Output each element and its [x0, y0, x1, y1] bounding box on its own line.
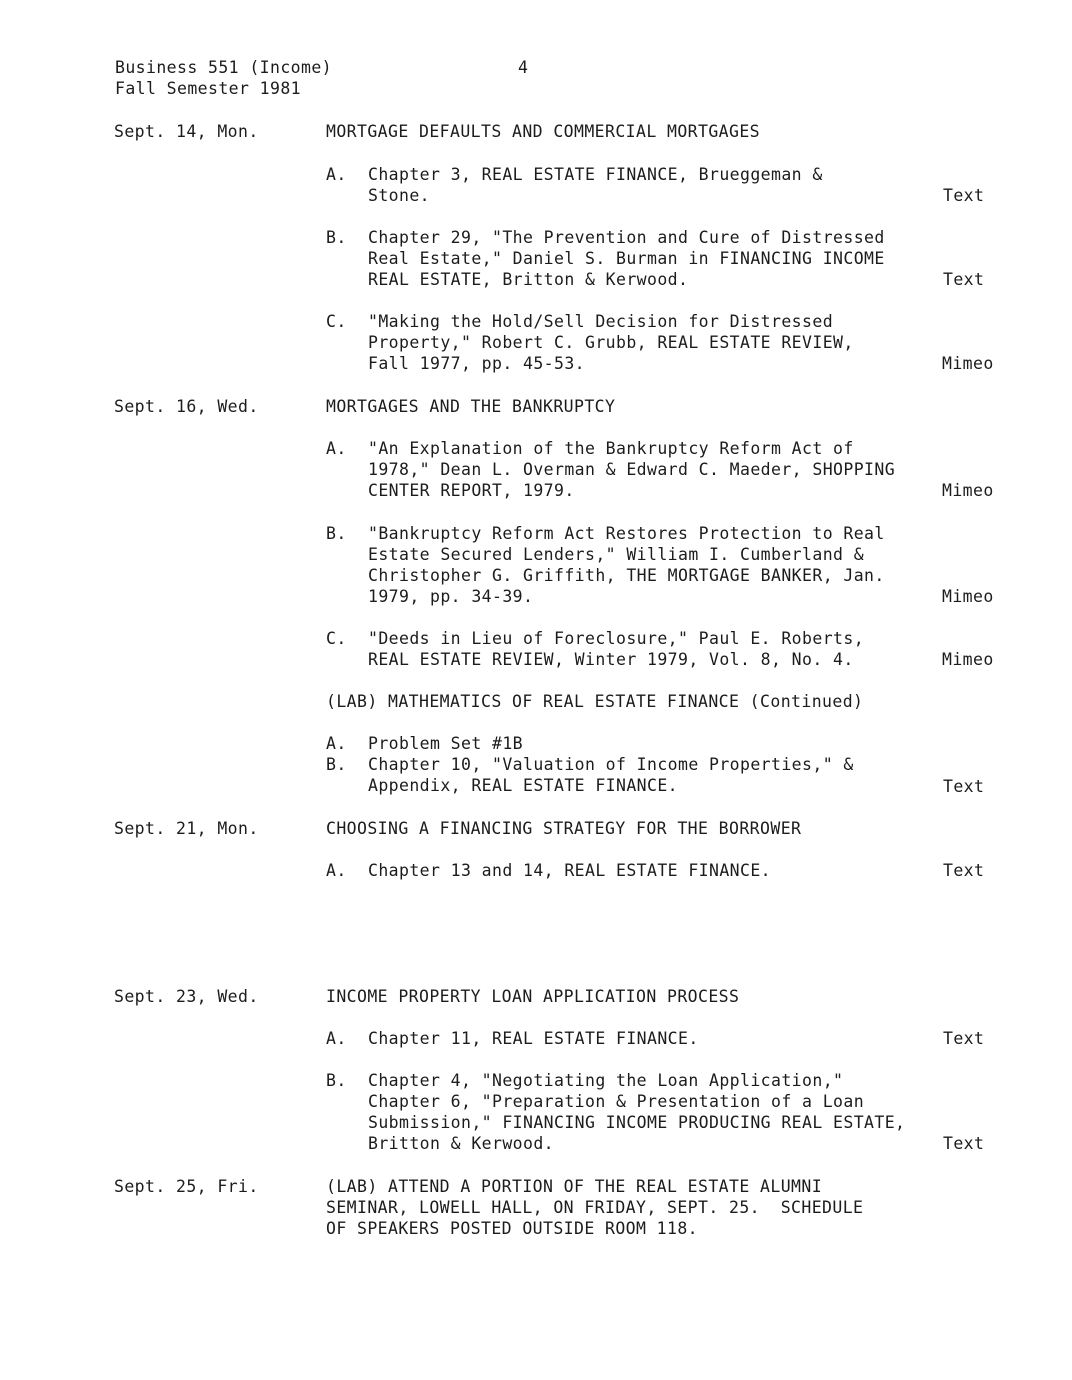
item-letter: C. — [326, 629, 347, 648]
item-letter: A. — [326, 1029, 347, 1048]
item-line: Chapter 11, REAL ESTATE FINANCE. — [368, 1029, 699, 1048]
session-date: Sept. 21, Mon. — [114, 819, 259, 838]
item-letter: B. — [326, 228, 347, 247]
item-source: Text — [943, 1029, 985, 1048]
item-line: Christopher G. Griffith, THE MORTGAGE BANKER, Jan. — [368, 566, 885, 585]
item-source: Text — [943, 1134, 985, 1153]
item-letter: A. — [326, 861, 347, 880]
item-line: CENTER REPORT, 1979. — [368, 481, 575, 500]
item-source: Mimeo — [942, 587, 994, 606]
item-line: REAL ESTATE REVIEW, Winter 1979, Vol. 8, No. 4. — [368, 650, 854, 669]
item-line: Chapter 6, "Preparation & Presentation of a Loan — [368, 1092, 865, 1111]
item-line: Chapter 3, REAL ESTATE FINANCE, Brueggeman & — [368, 165, 823, 184]
item-line: Chapter 13 and 14, REAL ESTATE FINANCE. — [368, 861, 772, 880]
item-line: Chapter 4, "Negotiating the Loan Application," — [368, 1071, 844, 1090]
page-number: 4 — [518, 58, 529, 77]
lab-topic-line: (LAB) ATTEND A PORTION OF THE REAL ESTATE ALUMNI — [326, 1177, 823, 1196]
item-line: Stone. — [368, 186, 431, 205]
item-line: 1979, pp. 34-39. — [368, 587, 534, 606]
semester-label: Fall Semester 1981 — [115, 79, 302, 98]
session-date: Sept. 16, Wed. — [114, 397, 259, 416]
item-line: Estate Secured Lenders," William I. Cumberland & — [368, 545, 865, 564]
item-source: Mimeo — [942, 354, 994, 373]
item-line: 1978," Dean L. Overman & Edward C. Maeder, SHOPPING — [368, 460, 896, 479]
item-letter: A. — [326, 734, 347, 753]
item-line: Chapter 10, "Valuation of Income Properties," & — [368, 755, 854, 774]
item-line: Fall 1977, pp. 45-53. — [368, 354, 586, 373]
session-topic: INCOME PROPERTY LOAN APPLICATION PROCESS — [326, 987, 740, 1006]
item-source: Mimeo — [942, 481, 994, 500]
item-letter: B. — [326, 1071, 347, 1090]
lab-topic-line: SEMINAR, LOWELL HALL, ON FRIDAY, SEPT. 25. SCHEDULE — [326, 1198, 864, 1217]
session-date: Sept. 23, Wed. — [114, 987, 259, 1006]
item-line: "Making the Hold/Sell Decision for Distressed — [368, 312, 834, 331]
item-line: REAL ESTATE, Britton & Kerwood. — [368, 270, 689, 289]
item-line: Appendix, REAL ESTATE FINANCE. — [368, 776, 679, 795]
item-letter: C. — [326, 312, 347, 331]
item-line: Problem Set #1B — [368, 734, 524, 753]
session-date: Sept. 14, Mon. — [114, 122, 259, 141]
item-source: Text — [943, 777, 985, 796]
session-topic: MORTGAGES AND THE BANKRUPTCY — [326, 397, 616, 416]
item-source: Mimeo — [942, 650, 994, 669]
item-line: Submission," FINANCING INCOME PRODUCING REAL ESTATE, — [368, 1113, 906, 1132]
item-source: Text — [943, 186, 985, 205]
item-source: Text — [943, 270, 985, 289]
course-title: Business 551 (Income) — [115, 58, 333, 77]
lab-topic: (LAB) MATHEMATICS OF REAL ESTATE FINANCE (Continued) — [326, 692, 864, 711]
item-letter: A. — [326, 439, 347, 458]
item-line: "Deeds in Lieu of Foreclosure," Paul E. Roberts, — [368, 629, 865, 648]
item-line: Britton & Kerwood. — [368, 1134, 555, 1153]
lab-topic-line: OF SPEAKERS POSTED OUTSIDE ROOM 118. — [326, 1219, 699, 1238]
item-line: Property," Robert C. Grubb, REAL ESTATE REVIEW, — [368, 333, 854, 352]
session-topic: MORTGAGE DEFAULTS AND COMMERCIAL MORTGAGES — [326, 122, 761, 141]
item-line: "An Explanation of the Bankruptcy Reform Act of — [368, 439, 854, 458]
session-topic: CHOOSING A FINANCING STRATEGY FOR THE BORROWER — [326, 819, 802, 838]
item-line: Real Estate," Daniel S. Burman in FINANCING INCOME — [368, 249, 885, 268]
item-line: "Bankruptcy Reform Act Restores Protection to Real — [368, 524, 885, 543]
item-line: Chapter 29, "The Prevention and Cure of Distressed — [368, 228, 885, 247]
item-letter: A. — [326, 165, 347, 184]
item-letter: B. — [326, 524, 347, 543]
item-letter: B. — [326, 755, 347, 774]
item-source: Text — [943, 861, 985, 880]
session-date: Sept. 25, Fri. — [114, 1177, 259, 1196]
